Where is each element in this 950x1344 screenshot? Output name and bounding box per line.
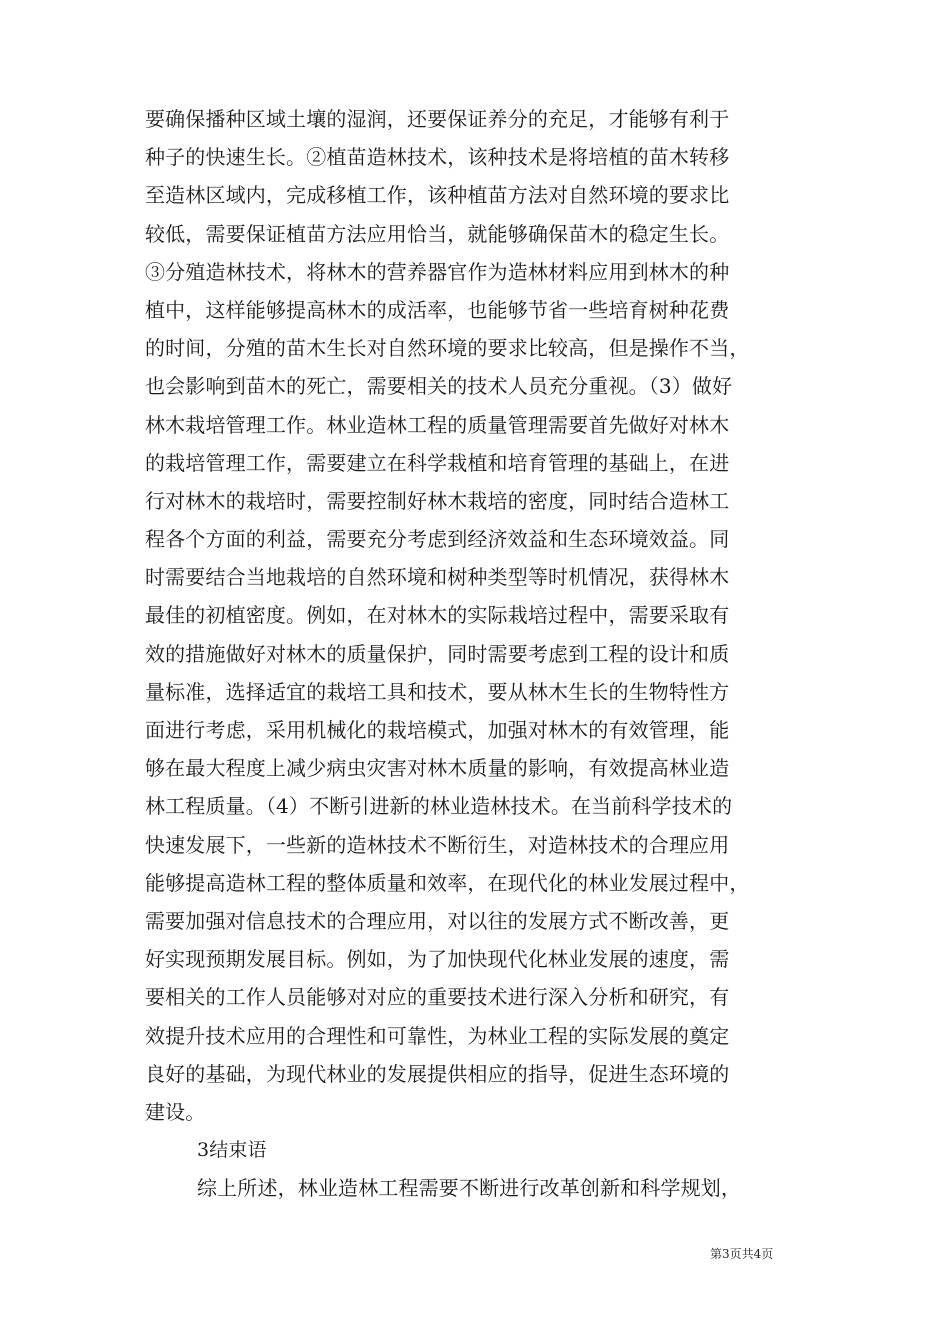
closing-paragraph-line: 综上所述，林业造林工程需要不断进行改革创新和科学规划， [197,1176,742,1201]
text-line: 植中，这样能够提高林木的成活率，也能够节省一些培育树种花费 [145,297,730,322]
text-line: 要确保播种区域土壤的湿润，还要保证养分的充足，才能够有利于 [145,107,730,131]
text-line: 种子的快速生长。②植苗造林技术，该种技术是将培植的苗木转移 [145,145,730,170]
text-line: 建设。 [145,1099,206,1124]
text-line: 林工程质量。（4）不断引进新的林业造林技术。在当前科学技术的 [145,794,733,819]
text-line: 行对林木的栽培时，需要控制好林木栽培的密度，同时结合造林工 [145,488,730,513]
text-line: 面进行考虑，采用机械化的栽培模式，加强对林木的有效管理，能 [145,718,730,742]
text-line: ③分殖造林技术，将林木的营养器官作为造林材料应用到林木的种 [145,259,730,284]
text-line: 效的措施做好对林木的质量保护，同时需要考虑到工程的设计和质 [145,641,730,666]
page-number-footer: 第3页共4页 [710,1247,774,1261]
body-text [145,100,810,1207]
text-line: 良好的基础，为现代林业的发展提供相应的指导，促进生态环境的 [145,1061,730,1086]
text-line: 效提升技术应用的合理性和可靠性，为林业工程的实际发展的奠定 [145,1023,730,1048]
text-line: 最佳的初植密度。例如，在对林木的实际栽培过程中，需要采取有 [145,603,730,628]
text-line: 至造林区域内，完成移植工作，该种植苗方法对自然环境的要求比 [145,183,730,208]
text-line: 的栽培管理工作，需要建立在科学栽植和培育管理的基础上，在进 [145,450,730,475]
text-line: 林木栽培管理工作。林业造林工程的质量管理需要首先做好对林木 [145,412,730,437]
text-line: 要相关的工作人员能够对对应的重要技术进行深入分析和研究，有 [145,985,730,1010]
text-line: 较低，需要保证植苗方法应用恰当，就能够确保苗木的稳定生长。 [145,221,730,246]
text-line: 的时间，分殖的苗木生长对自然环境的要求比较高，但是操作不当， [145,336,750,361]
text-line: 好实现预期发展目标。例如，为了加快现代化林业发展的速度，需 [145,947,730,972]
text-line: 快速发展下，一些新的造林技术不断衍生，对造林技术的合理应用 [145,832,730,857]
text-line: 时需要结合当地栽培的自然环境和树种类型等时机情况，获得林木 [145,565,730,590]
text-line: 也会影响到苗木的死亡，需要相关的技术人员充分重视。（3）做好 [145,374,733,399]
text-line: 量标准，选择适宜的栽培工具和技术，要从林木生长的生物特性方 [145,679,730,704]
text-line: 够在最大程度上减少病虫灾害对林木质量的影响，有效提高林业造 [145,756,730,781]
text-line: 能够提高造林工程的整体质量和效率，在现代化的林业发展过程中， [145,870,750,895]
text-line: 需要加强对信息技术的合理应用，对以往的发展方式不断改善，更 [145,908,730,933]
section-heading: 3结束语 [197,1139,267,1162]
text-line: 程各个方面的利益，需要充分考虑到经济效益和生态环境效益。同 [145,527,730,552]
